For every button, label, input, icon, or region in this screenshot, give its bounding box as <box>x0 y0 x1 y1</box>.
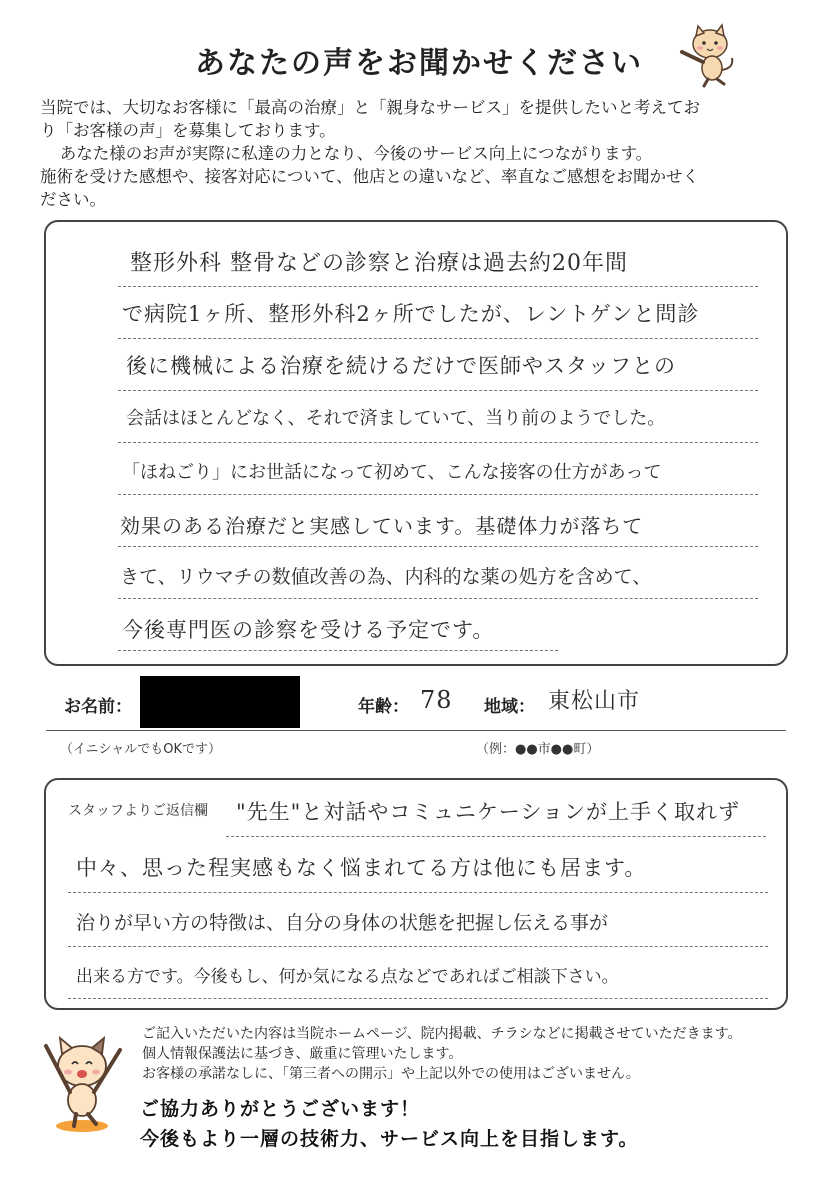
cat-mascot-top <box>672 22 742 88</box>
intro-line: 施術を受けた感想や、接客対応について、他店との違いなど、率直なご感想をお聞かせく <box>40 167 700 186</box>
age-value: 78 <box>420 686 453 714</box>
intro-line: ださい。 <box>40 190 106 209</box>
reply-line: "先生"と対話やコミュニケーションが上手く取れず <box>236 800 741 824</box>
comment-line: 今後専門医の診察を受ける予定です。 <box>122 618 495 642</box>
comment-line: きて、リウマチの数値改善の為、内科的な薬の処方を含めて、 <box>120 566 652 588</box>
comment-line: 整形外科 整骨などの診察と治療は過去約20年間 <box>130 251 628 276</box>
footer-notices <box>142 1024 822 1084</box>
region-label: 地域： <box>484 697 535 717</box>
reply-line: 出来る方です。今後もし、何か気になる点などであればご相談下さい。 <box>76 967 619 987</box>
staff-reply-box <box>44 778 788 1010</box>
reply-line: 中々、思った程実感もなく悩まれてる方は他にも居ます。 <box>76 856 647 880</box>
region-value: 東松山市 <box>548 689 641 714</box>
intro-line: あなた様のお声が実際に私達の力となり、今後のサービス向上につながります。 <box>59 144 653 163</box>
name-label: お名前： <box>64 697 132 717</box>
name-redaction <box>140 676 300 728</box>
region-hint: （例：●●市●●町） <box>476 742 600 757</box>
comment-line: で病院1ヶ所、整形外科2ヶ所でしたが、レントゲンと問診 <box>122 302 700 326</box>
closing-message: 今後もより一層の技術力、サービス向上を目指します。 <box>140 1128 639 1150</box>
age-label: 年齢： <box>358 697 409 717</box>
notice-line: お客様の承諾なしに、「第三者への開示」や上記以外での使用はございません。 <box>142 1066 640 1082</box>
cat-mascot-bottom <box>30 1030 134 1142</box>
intro-text <box>40 96 800 211</box>
notice-line: 個人情報保護法に基づき、厳重に管理いたします。 <box>142 1046 463 1062</box>
comment-line: 会話はほとんどなく、それで済ましていて、当り前のようでした。 <box>126 408 666 429</box>
name-hint: （イニシャルでもOKです） <box>60 742 221 757</box>
intro-line: 当院では、大切なお客様に「最高の治療」と「親身なサービス」を提供したいと考えてお <box>40 98 700 117</box>
comment-line: 後に機械による治療を続けるだけで医師やスタッフとの <box>126 354 676 378</box>
thanks-message: ご協力ありがとうございます！ <box>140 1098 421 1120</box>
comment-line: 「ほねごり」にお世話になって初めて、こんな接客の仕方があって <box>122 462 662 483</box>
staff-reply-label: スタッフよりご返信欄 <box>68 803 208 819</box>
comment-line: 効果のある治療だと実感しています。基礎体力が落ちて <box>120 514 644 538</box>
customer-comment-box <box>44 220 788 666</box>
notice-line: ご記入いただいた内容は当院ホームページ、院内掲載、チラシなどに掲載させていただきます。 <box>142 1026 742 1042</box>
intro-line: り「お客様の声」を募集しております。 <box>40 121 336 140</box>
page-title: あなたの声をお聞かせください <box>195 46 643 81</box>
form-underline <box>46 730 786 731</box>
reply-line: 治りが早い方の特徴は、自分の身体の状態を把握し伝える事が <box>76 912 609 934</box>
